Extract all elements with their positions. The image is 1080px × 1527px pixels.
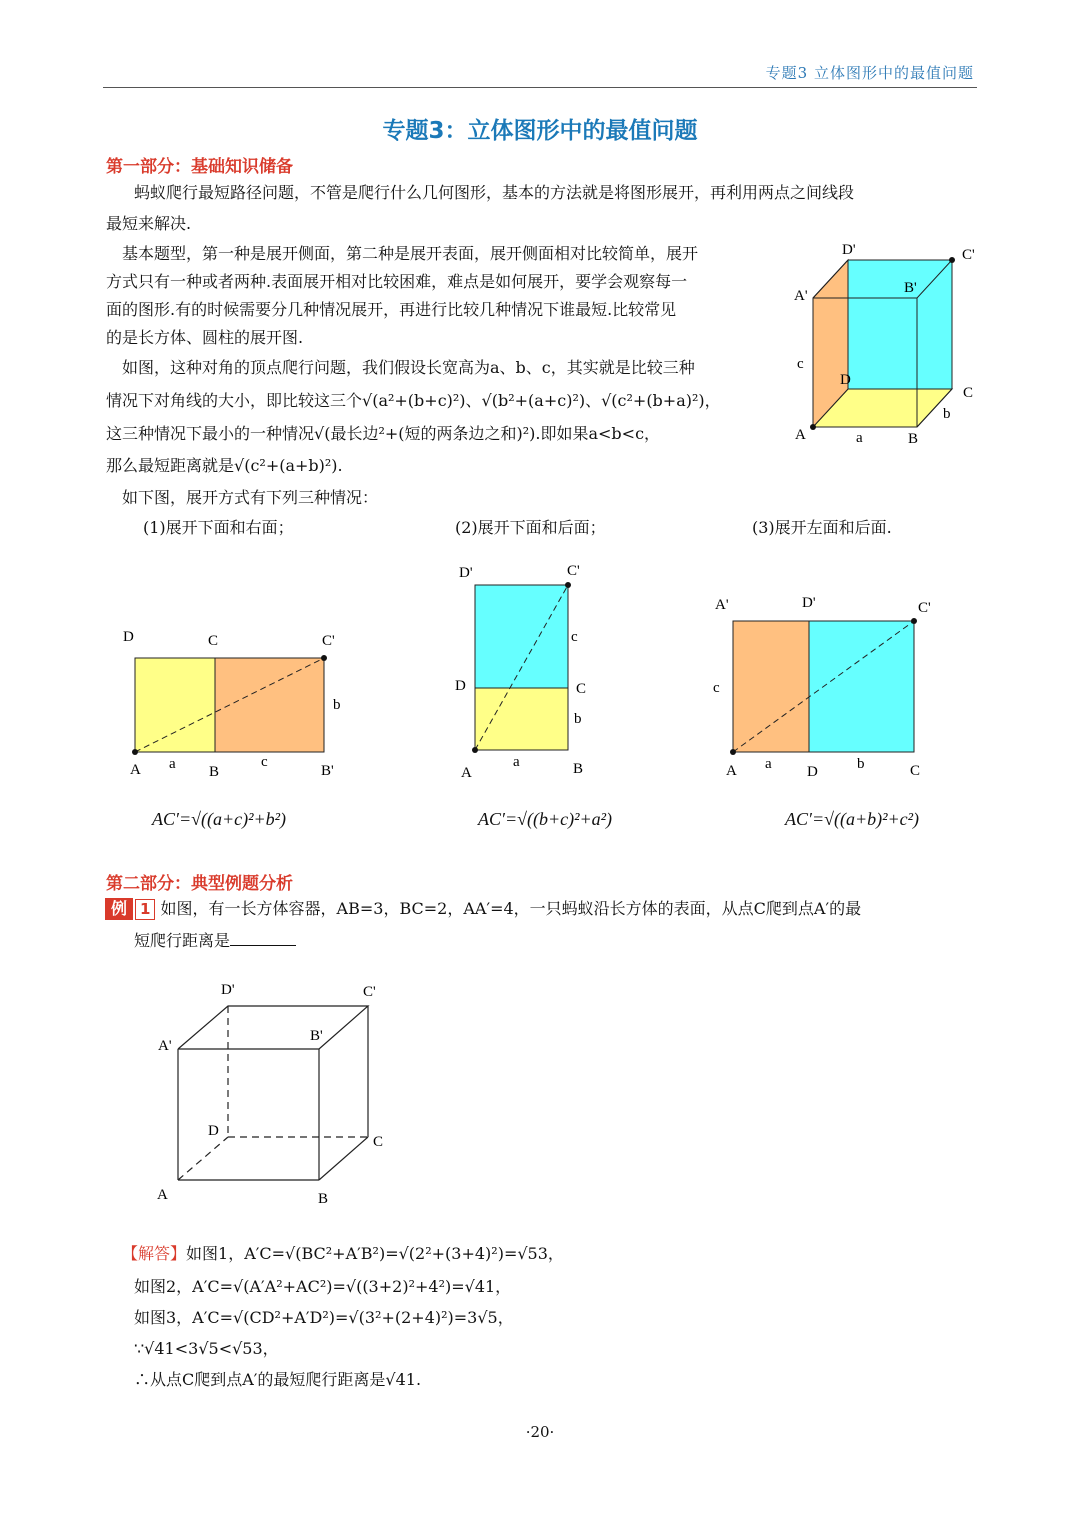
cube-label-B: B — [908, 431, 919, 447]
net2-label-b: b — [574, 711, 582, 727]
p2-line4: 的是长方体、圆柱的展开图. — [106, 328, 304, 347]
cube-label-Bp: B' — [904, 280, 917, 296]
wireframe-cuboid-figure — [150, 975, 400, 1215]
answer-line2: 如图2，A′C=√(A′A²+AC²)=√((3+2)²+4²)=√41， — [134, 1277, 512, 1296]
answer-line1 — [122, 1238, 564, 1269]
formula-3: AC′=√((a+b)²+c²) — [785, 809, 920, 829]
page-title: 专题3：立体图形中的最值问题 — [382, 118, 698, 144]
wf-label-Bp: B' — [310, 1028, 323, 1044]
answer-line4: ∵√41<3√5<√53， — [134, 1339, 279, 1358]
wf-label-Cp: C' — [363, 984, 376, 1000]
net1-label-D: D — [123, 629, 134, 645]
net1-label-C: C — [208, 633, 219, 649]
wf-label-A: A — [157, 1187, 168, 1203]
net2-label-Cp: C' — [567, 563, 580, 579]
header-rule — [103, 87, 977, 88]
wf-label-Ap: A' — [158, 1038, 172, 1054]
case-2: (2)展开下面和后面； — [455, 518, 606, 537]
colored-cuboid-figure — [790, 238, 980, 453]
net1-label-B: B — [209, 764, 220, 780]
net3-label-a: a — [765, 756, 772, 772]
net3-label-Cp: C' — [918, 600, 931, 616]
wf-label-Dp: D' — [221, 982, 235, 998]
net1-label-c: c — [261, 754, 268, 770]
net3-label-c: c — [713, 680, 720, 696]
cube-label-Ap: A' — [794, 288, 808, 304]
answer-tag: 【解答】 — [122, 1244, 187, 1263]
net2-label-Dp: D' — [459, 565, 473, 581]
net3-label-A: A — [726, 763, 737, 779]
example-line1 — [105, 893, 861, 924]
cube-label-b: b — [943, 406, 951, 422]
case-3: (3)展开左面和后面. — [752, 518, 892, 537]
formula-2: AC′=√((b+c)²+a²) — [478, 809, 613, 829]
net-3-figure — [705, 590, 945, 785]
p1-line2: 最短来解决. — [106, 214, 192, 233]
net1-label-Bp: B' — [321, 763, 334, 779]
net2-label-A: A — [461, 765, 472, 781]
net2-label-B: B — [573, 761, 584, 777]
wf-label-C: C — [373, 1134, 384, 1150]
question-line2: 短爬行距离是 — [134, 931, 231, 950]
net1-label-b: b — [333, 697, 341, 713]
cube-label-c: c — [797, 356, 804, 372]
cube-label-a: a — [856, 430, 863, 446]
example-number: 1 — [135, 899, 155, 920]
answer-text1: 如图1，A′C=√(BC²+A′B²)=√(2²+(3+4)²)=√53， — [186, 1244, 564, 1263]
net3-label-b: b — [857, 756, 865, 772]
net3-label-Ap: A' — [715, 597, 729, 613]
running-header: 专题3 立体图形中的最值问题 — [765, 64, 974, 82]
p3-line2: 情况下对角线的大小，即比较这三个√(a²+(b+c)²)、√(b²+(a+c)²)、√(c²+(b+a)²)， — [106, 391, 721, 410]
p2-line1: 基本题型，第一种是展开侧面，第二种是展开表面，展开侧面相对比较简单，展开 — [122, 244, 699, 263]
cube-label-Dp: D' — [842, 242, 856, 258]
p3-line3: 这三种情况下最小的一种情况√(最长边²+(短的两条边之和)²).即如果a<b<c， — [106, 424, 661, 443]
cube-label-Cp: C' — [962, 247, 975, 263]
example-tag: 例 — [105, 898, 133, 920]
net2-label-a: a — [513, 754, 520, 770]
net2-label-C: C — [576, 681, 587, 697]
formula-1: AC′=√((a+c)²+b²) — [152, 809, 287, 829]
p2-line3: 面的图形.有的时候需要分几种情况展开，再进行比较几种情况下谁最短.比较常见 — [106, 300, 677, 319]
p4: 如下图，展开方式有下列三种情况： — [122, 488, 379, 507]
part2-heading: 第二部分：典型例题分析 — [106, 874, 293, 894]
wf-label-B: B — [318, 1191, 329, 1207]
cube-label-A: A — [795, 427, 806, 443]
net-1-figure — [115, 620, 355, 785]
net2-label-c: c — [571, 629, 578, 645]
net3-label-C: C — [910, 763, 921, 779]
net1-label-A: A — [130, 762, 141, 778]
case-1: (1)展开下面和右面； — [143, 518, 294, 537]
net1-label-Cp: C' — [322, 633, 335, 649]
part1-heading: 第一部分：基础知识储备 — [106, 157, 293, 177]
p2-line2: 方式只有一种或者两种.表面展开相对比较困难，难点是如何展开，要学会观察每一 — [106, 272, 688, 291]
question-line1: 如图，有一长方体容器，AB=3，BC=2，AA′=4，一只蚂蚁沿长方体的表面，从点C爬到点A′的最 — [160, 899, 862, 918]
net3-label-D: D — [807, 764, 818, 780]
net2-label-D: D — [455, 678, 466, 694]
answer-line5: ∴从点C爬到点A′的最短爬行距离是√41. — [134, 1370, 422, 1389]
net-2-figure — [450, 555, 600, 785]
answer-blank — [230, 929, 296, 946]
net1-label-a: a — [169, 756, 176, 772]
p3-line4: 那么最短距离就是√(c²+(a+b)²). — [106, 456, 343, 475]
page-number: ·20· — [525, 1423, 555, 1441]
cube-label-D: D — [840, 372, 851, 388]
p3-line1: 如图，这种对角的顶点爬行问题，我们假设长宽高为a、b、c，其实就是比较三种 — [122, 358, 695, 377]
cube-label-C: C — [963, 385, 974, 401]
example-line2 — [134, 925, 296, 956]
wf-label-D: D — [208, 1123, 219, 1139]
p1-line1: 蚂蚁爬行最短路径问题，不管是爬行什么几何图形，基本的方法就是将图形展开，再利用两点之间线段 — [134, 183, 855, 202]
net3-label-Dp: D' — [802, 595, 816, 611]
answer-line3: 如图3，A′C=√(CD²+A′D²)=√(3²+(2+4)²)=3√5， — [134, 1308, 514, 1327]
